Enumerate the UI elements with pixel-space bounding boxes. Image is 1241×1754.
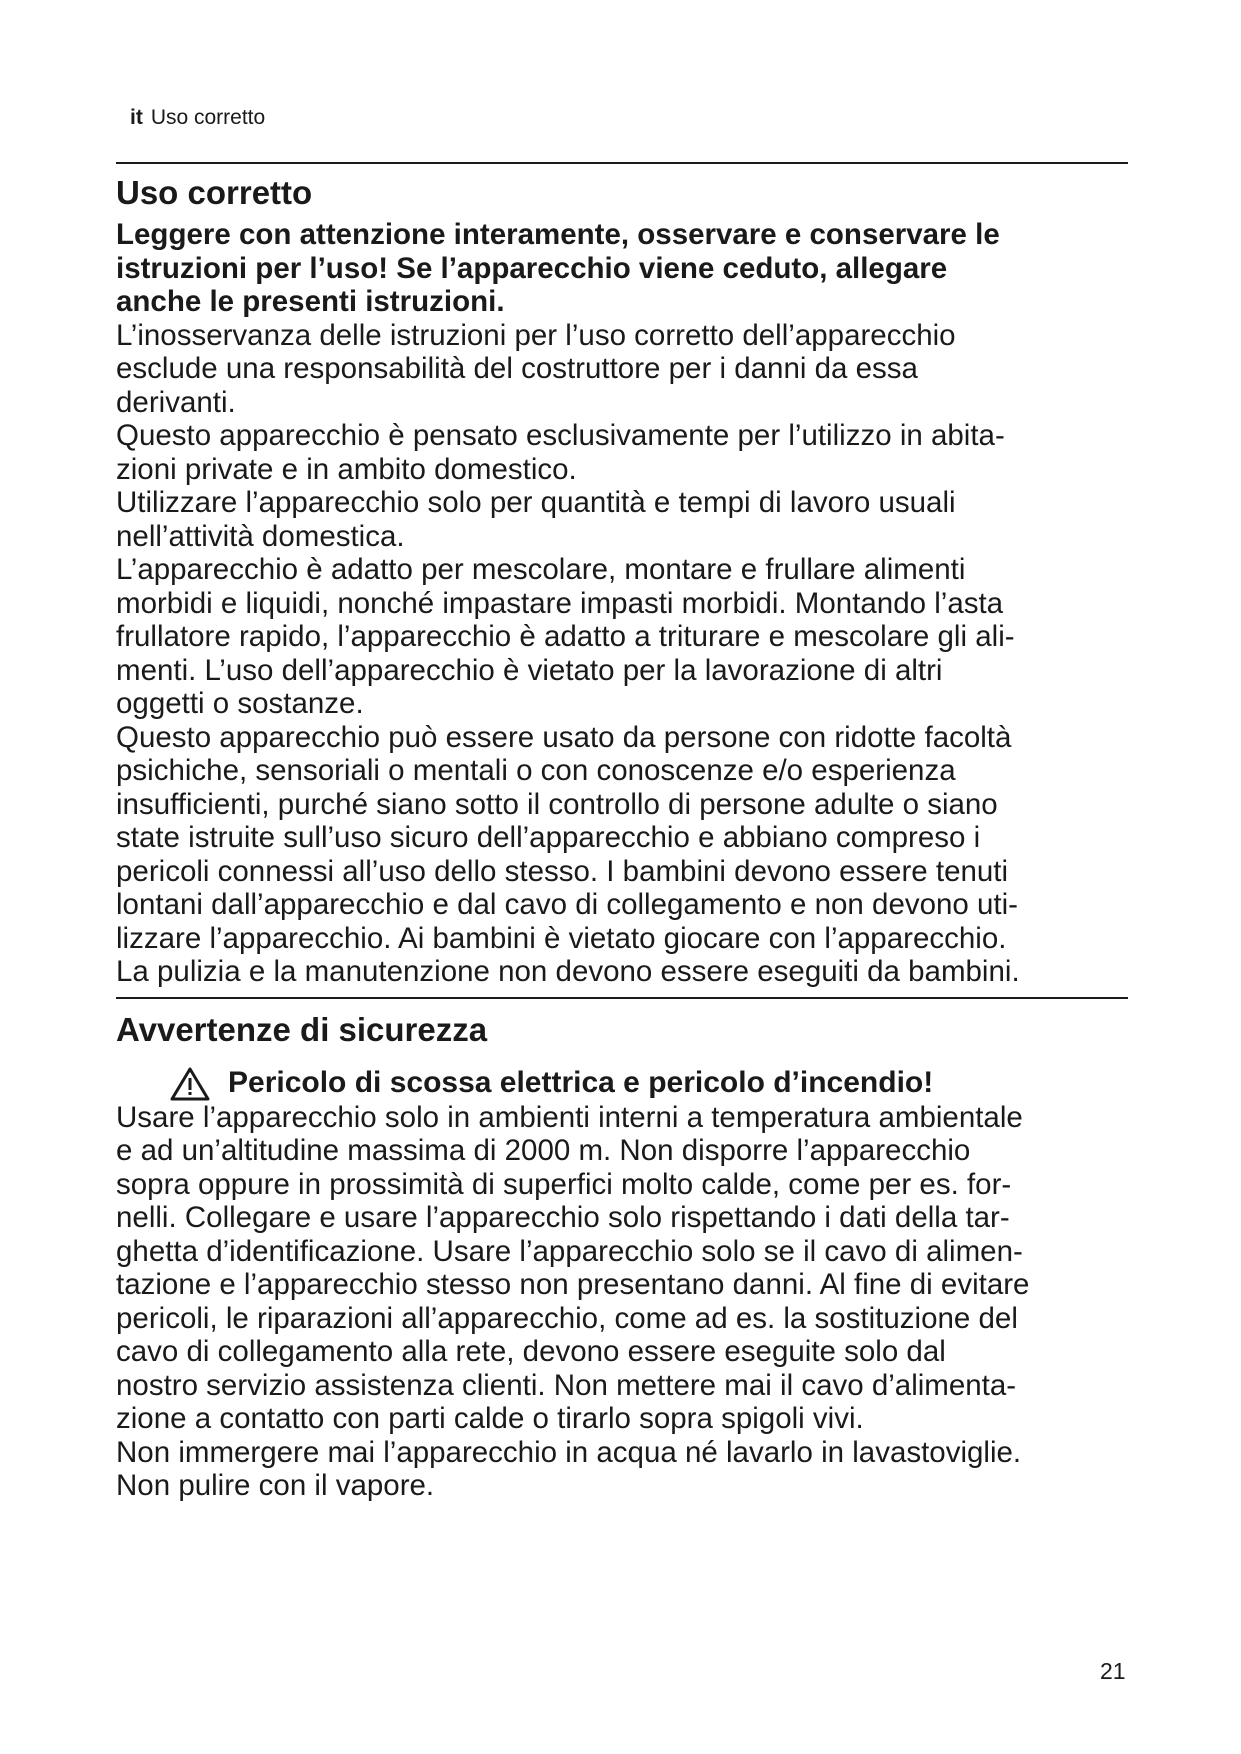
section-divider-top (116, 162, 1128, 164)
warning-triangle-icon (170, 1067, 210, 1101)
page-content (116, 162, 1128, 1503)
section-body-avvertenze: Usare l’apparecchio solo in ambienti interni a temperatura ambientale e ad un’altitudine massima di 2000 m. Non disporre l’apparecchio sopra oppure in prossimità di superfici molto calde, come per es. for- nelli. Collegare e usare l’apparecchio solo rispettando i dati della tar- ghetta d’identificazione. Usare l’apparecchio solo se il cavo di alimen- tazione e l’apparecchio stesso non presentano danni. Al fine di evitare pericoli, le riparazioni all’apparecchio, come ad es. la sostituzione del cavo di collegamento alla rete, devono essere eseguite solo dal nostro servizio assistenza clienti. Non mettere mai il cavo d’alimenta- zione a contatto con parti calde o tirarlo sopra spigoli vivi. Non immergere mai l’apparecchio in acqua né lavarlo in lavastoviglie. Non pulire con il vapore. (116, 1100, 1030, 1502)
warning-heading (116, 1065, 1128, 1101)
section-title-avvertenze: Avvertenze di sicurezza (116, 1010, 488, 1048)
running-header (130, 106, 265, 130)
language-code: it (130, 106, 143, 129)
running-header-title: Uso corretto (150, 106, 266, 129)
section-divider-middle (116, 997, 1128, 999)
section-title-uso-corretto: Uso corretto (116, 174, 313, 211)
warning-text: Pericolo di scossa elettrica e pericolo d’incendio! (228, 1065, 934, 1099)
section-body-uso-corretto: L’inosservanza delle istruzioni per l’uso corretto dell’apparecchio esclude una responsabilità del costruttore per i danni da essa derivanti. Questo apparecchio è pensato esclusivamente per l’utilizzo in abita- zioni private e in ambito domestico. Utilizzare l’apparecchio solo per quantità e tempi di lavoro usuali nell’attività domestica. L’apparecchio è adatto per mescolare, montare e frullare alimenti morbidi e liquidi, nonché impastare impasti morbidi. Montando l’asta frullatore rapido, l’apparecchio è adatto a triturare e mescolare gli ali- menti. L’uso dell’apparecchio è vietato per la lavorazione di altri oggetti o sostanze. Questo apparecchio può essere usato da persone con ridotte facoltà psichiche, sensoriali o mentali o con conoscenze e/o esperienza insufficienti, purché siano sotto il controllo di persone adulte o siano state istruite sull’uso sicuro dell’apparecchio e abbiano compreso i pericoli connessi all’uso dello stesso. I bambini devono essere tenuti lontani dall’apparecchio e dal cavo di collegamento e non devono uti- lizzare l’apparecchio. Ai bambini è vietato giocare con l’apparecchio. La pulizia e la manutenzione non devono essere eseguiti da bambini. (116, 318, 1020, 988)
page-number: 21 (1100, 1658, 1126, 1684)
intro-bold-paragraph: Leggere con attenzione interamente, osservare e conservare le istruzioni per l’uso! Se l’apparecchio viene ceduto, allegare anche le presenti istruzioni. (116, 218, 1000, 318)
